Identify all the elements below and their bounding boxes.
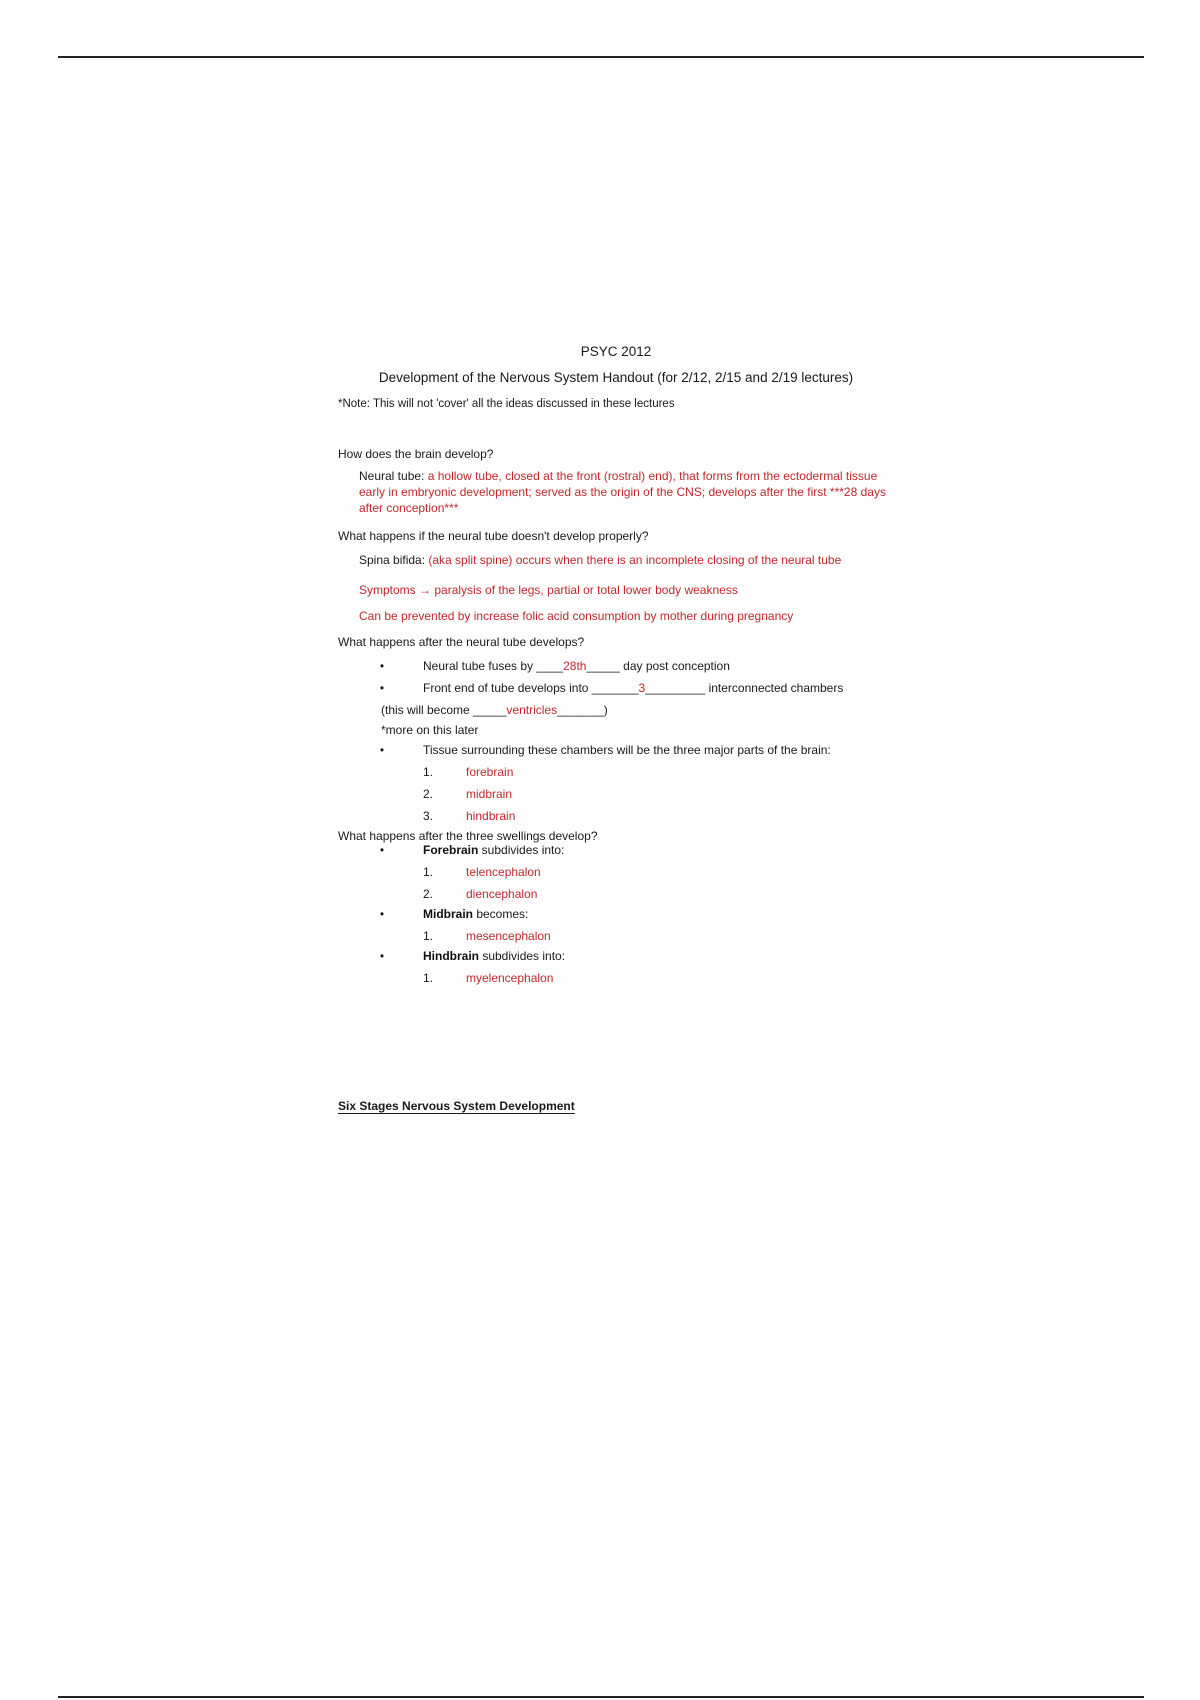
list-number: 1. <box>423 765 434 779</box>
bullet-icon: • <box>379 743 385 757</box>
list-item: midbrain <box>466 787 513 801</box>
list-number: 1. <box>423 929 434 943</box>
spina-bifida-definition <box>359 552 841 568</box>
bottom-rule <box>58 1696 1144 1698</box>
spina-bifida-term: Spina bifida: <box>359 553 426 567</box>
become-pre: (this will become _____ <box>381 703 507 717</box>
list-number: 3. <box>423 809 434 823</box>
bullet-icon: • <box>379 659 385 673</box>
become-post: _______) <box>557 703 608 717</box>
front-answer: 3 <box>638 681 646 695</box>
more-later-note: *more on this later <box>381 723 479 737</box>
bullet-icon: • <box>379 843 385 857</box>
front-pre: Front end of tube develops into _______ <box>423 681 639 695</box>
symptoms-line: Symptoms → paralysis of the legs, partial or total lower body weakness <box>359 583 738 597</box>
fuses-line <box>423 658 730 674</box>
list-item: hindbrain <box>466 809 516 823</box>
list-item: forebrain <box>466 765 514 779</box>
list-item: myelencephalon <box>466 971 554 985</box>
neural-tube-term: Neural tube: <box>359 469 425 483</box>
question-after-swellings: What happens after the three swellings develop? <box>338 829 598 843</box>
bullet-icon: • <box>379 907 385 921</box>
note: *Note: This will not 'cover' all the ideas discussed in these lectures <box>338 398 675 410</box>
tissue-line: Tissue surrounding these chambers will be the three major parts of the brain: <box>423 743 831 757</box>
hindbrain-label: Hindbrain <box>423 949 479 963</box>
question-neural-tube-improper: What happens if the neural tube doesn't develop properly? <box>338 529 649 543</box>
front-end-line <box>423 680 843 696</box>
front-post: _________ interconnected chambers <box>645 681 844 695</box>
hindbrain-rest: subdivides into: <box>479 949 566 963</box>
list-item: diencephalon <box>466 887 538 901</box>
list-number: 2. <box>423 887 434 901</box>
forebrain-rest: subdivides into: <box>478 843 565 857</box>
forebrain-label: Forebrain <box>423 843 479 857</box>
spina-bifida-text: (aka split spine) occurs when there is an incomplete closing of the neural tube <box>425 553 842 567</box>
list-number: 1. <box>423 865 434 879</box>
fuses-pre: Neural tube fuses by ____ <box>423 659 564 673</box>
become-line <box>381 702 608 718</box>
become-answer: ventricles <box>506 703 558 717</box>
course-title: PSYC 2012 <box>580 344 652 359</box>
neural-tube-definition <box>359 468 889 516</box>
handout-page <box>258 262 974 1202</box>
bullet-icon: • <box>379 949 385 963</box>
question-after-neural-tube: What happens after the neural tube develops? <box>338 635 585 649</box>
fuses-answer: 28th <box>563 659 587 673</box>
list-item: telencephalon <box>466 865 541 879</box>
neural-tube-text: a hollow tube, closed at the front (rostral) end), that forms from the ectodermal tissue early in embryonic development; served as the origin of the CNS; develops after the first ***28 days after conception*** <box>359 469 886 515</box>
bullet-icon: • <box>379 681 385 695</box>
fuses-post: _____ day post conception <box>586 659 730 673</box>
prevention-line: Can be prevented by increase folic acid consumption by mother during pregnancy <box>359 609 794 623</box>
section-heading: Six Stages Nervous System Development <box>338 1099 575 1113</box>
question-brain-develop: How does the brain develop? <box>338 447 494 461</box>
forebrain-line <box>423 842 564 858</box>
midbrain-rest: becomes: <box>473 907 529 921</box>
midbrain-line <box>423 906 528 922</box>
list-number: 1. <box>423 971 434 985</box>
handout-title: Development of the Nervous System Handout (for 2/12, 2/15 and 2/19 lectures) <box>378 370 854 385</box>
list-item: mesencephalon <box>466 929 551 943</box>
list-number: 2. <box>423 787 434 801</box>
top-rule <box>58 56 1144 58</box>
midbrain-label: Midbrain <box>423 907 473 921</box>
hindbrain-line <box>423 948 565 964</box>
